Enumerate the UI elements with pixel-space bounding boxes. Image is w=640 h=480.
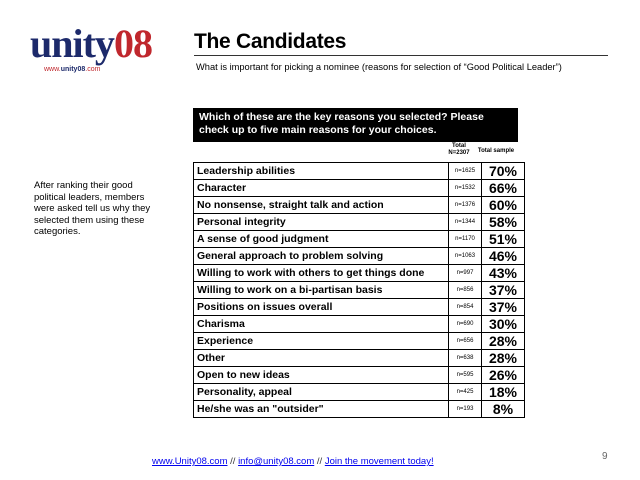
reason-cell: Personal integrity (194, 214, 449, 231)
unity08-logo (30, 21, 170, 74)
percent-cell: 43% (482, 265, 525, 282)
table-row (194, 163, 525, 180)
percent-cell: 58% (482, 214, 525, 231)
percent-cell: 18% (482, 384, 525, 401)
website-link[interactable]: www.Unity08.com (152, 456, 228, 467)
side-note: After ranking their good political leaders, members were asked tell us why they selected them using these categories. (34, 180, 151, 237)
count-cell: n=193 (449, 401, 482, 418)
percent-cell: 28% (482, 350, 525, 367)
reason-cell: Positions on issues overall (194, 299, 449, 316)
count-cell: n=595 (449, 367, 482, 384)
page-subtitle: What is important for picking a nominee (reasons for selection of “Good Political Leader”) (196, 62, 562, 72)
table-row (194, 231, 525, 248)
count-cell: n=997 (449, 265, 482, 282)
footer-links (152, 456, 434, 467)
reason-cell: Charisma (194, 316, 449, 333)
count-cell: n=1625 (449, 163, 482, 180)
count-cell: n=656 (449, 333, 482, 350)
table-row (194, 180, 525, 197)
reason-cell: Other (194, 350, 449, 367)
table-row (194, 197, 525, 214)
table-row (194, 248, 525, 265)
reason-cell: Experience (194, 333, 449, 350)
count-cell: n=856 (449, 282, 482, 299)
count-cell: n=1344 (449, 214, 482, 231)
percent-cell: 26% (482, 367, 525, 384)
title-divider (194, 55, 608, 56)
percent-cell: 37% (482, 282, 525, 299)
table-row (194, 333, 525, 350)
reason-cell: Willing to work on a bi-partisan basis (194, 282, 449, 299)
reason-cell: No nonsense, straight talk and action (194, 197, 449, 214)
reasons-table (193, 108, 518, 418)
count-cell: n=1170 (449, 231, 482, 248)
join-link[interactable]: Join the movement today! (324, 456, 434, 467)
percent-cell: 28% (482, 333, 525, 350)
table-row (194, 350, 525, 367)
reasons-grid (193, 162, 525, 418)
count-cell: n=690 (449, 316, 482, 333)
page-number: 9 (602, 451, 608, 462)
logo-wordmark (30, 21, 152, 66)
logo-url-prefix: www. (44, 66, 61, 73)
table-row (194, 316, 525, 333)
count-cell: n=1063 (449, 248, 482, 265)
reason-cell: Character (194, 180, 449, 197)
table-row (194, 367, 525, 384)
reason-cell: He/she was an "outsider" (194, 401, 449, 418)
reason-cell: A sense of good judgment (194, 231, 449, 248)
table-row (194, 401, 525, 418)
table-row (194, 265, 525, 282)
col-header-total: Total N=2307 (448, 143, 470, 156)
column-headers (193, 142, 518, 162)
reason-cell: Personality, appeal (194, 384, 449, 401)
table-row (194, 282, 525, 299)
percent-cell: 60% (482, 197, 525, 214)
reason-cell: Open to new ideas (194, 367, 449, 384)
logo-word: unity (30, 21, 114, 66)
percent-cell: 51% (482, 231, 525, 248)
logo-url-suffix: .com (85, 66, 101, 73)
footer-separator: // (314, 456, 325, 467)
count-cell: n=1376 (449, 197, 482, 214)
count-cell: n=638 (449, 350, 482, 367)
percent-cell: 66% (482, 180, 525, 197)
reason-cell: General approach to problem solving (194, 248, 449, 265)
percent-cell: 46% (482, 248, 525, 265)
count-cell: n=854 (449, 299, 482, 316)
table-row (194, 214, 525, 231)
percent-cell: 70% (482, 163, 525, 180)
table-row (194, 384, 525, 401)
reason-cell: Willing to work with others to get things done (194, 265, 449, 282)
logo-url (44, 66, 100, 73)
email-link[interactable]: info@unity08.com (238, 456, 315, 467)
percent-cell: 8% (482, 401, 525, 418)
footer-separator: // (227, 456, 239, 467)
table-question: Which of these are the key reasons you selected? Please check up to five main reasons for your choices. (193, 108, 518, 142)
reason-cell: Leadership abilities (194, 163, 449, 180)
logo-number: 08 (113, 21, 152, 66)
percent-cell: 37% (482, 299, 525, 316)
count-cell: n=1532 (449, 180, 482, 197)
logo-url-brand: unity08 (60, 66, 86, 73)
col-header-sample: Total sample (477, 148, 515, 154)
page-title: The Candidates (194, 30, 347, 53)
percent-cell: 30% (482, 316, 525, 333)
count-cell: n=425 (449, 384, 482, 401)
table-row (194, 299, 525, 316)
